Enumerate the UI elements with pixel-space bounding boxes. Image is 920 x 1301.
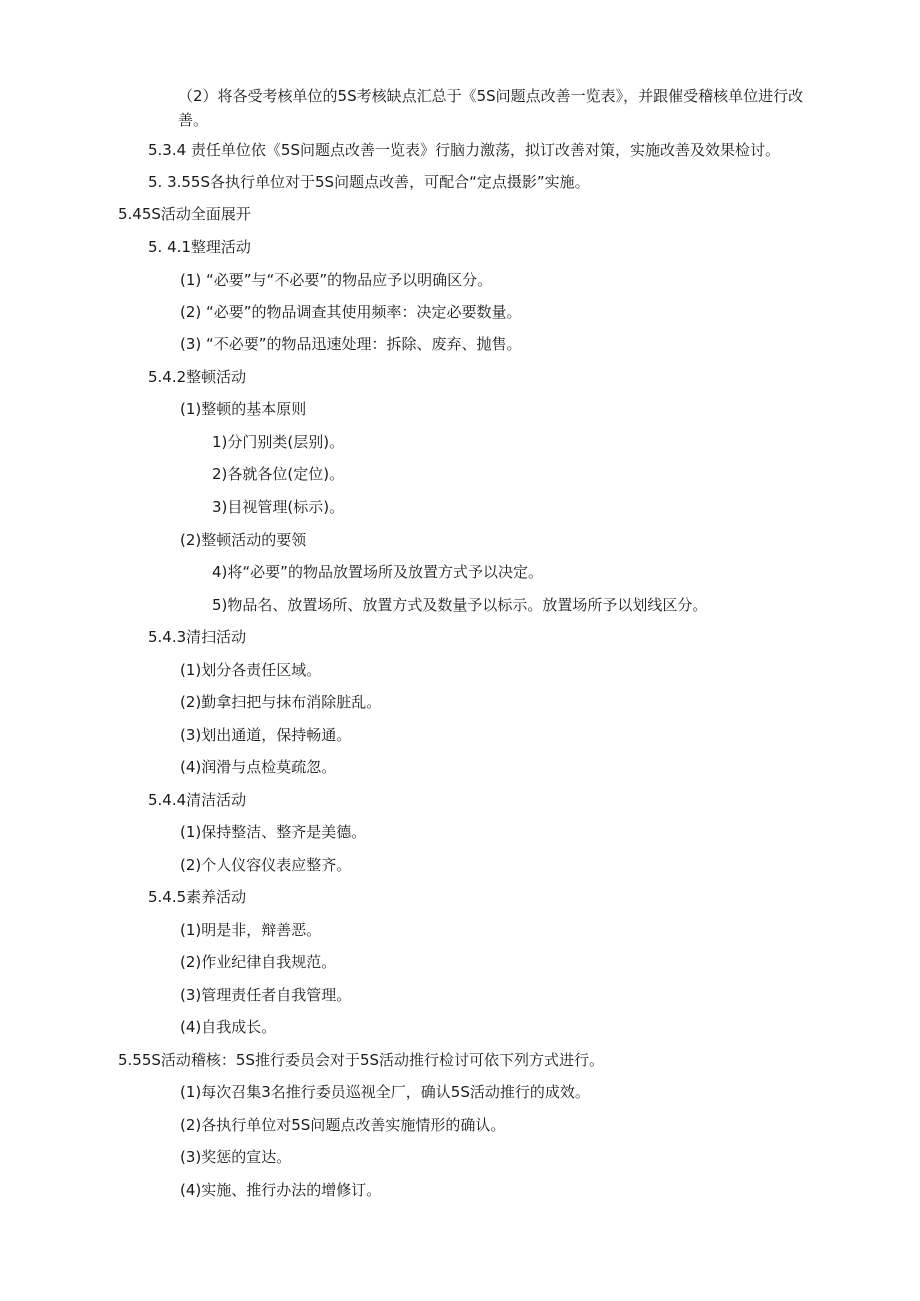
list-item: (4)自我成长。	[180, 1018, 277, 1036]
paragraph-5-3-4: 5.3.4 责任单位依《5S问题点改善一览表》行脑力激荡，拟订改善对策，实施改善及效果检讨。	[148, 141, 781, 159]
heading-5-4-2: 5.4.2整顿活动	[148, 368, 247, 386]
list-item: (3)奖惩的宣达。	[180, 1148, 292, 1166]
list-item: (1)划分各责任区域。	[180, 661, 322, 679]
list-item: (1)每次召集3名推行委员巡视全厂，确认5S活动推行的成效。	[180, 1083, 590, 1101]
list-item: (3) “不必要”的物品迅速处理：拆除、废弃、抛售。	[180, 335, 522, 353]
heading-5-4-3: 5.4.3清扫活动	[148, 628, 247, 646]
heading-5-4-1: 5. 4.1整理活动	[148, 238, 251, 256]
list-item: (2)个人仪容仪表应整齐。	[180, 856, 352, 874]
paragraph-5-3-5: 5. 3.55S各执行单位对于5S问题点改善，可配合“定点摄影”实施。	[148, 173, 590, 191]
subheading: (1)整顿的基本原则	[180, 400, 307, 418]
list-item: (1) “必要”与“不必要”的物品应予以明确区分。	[180, 271, 493, 289]
list-item: (2)各执行单位对5S问题点改善实施情形的确认。	[180, 1116, 506, 1134]
subheading: (2)整顿活动的要领	[180, 531, 307, 549]
list-item: (2) “必要”的物品调查其使用频率：决定必要数量。	[180, 303, 522, 321]
list-item: (2)勤拿扫把与抹布消除脏乱。	[180, 693, 382, 711]
paragraph-5-3-3-item-2: （2）将各受考核单位的5S考核缺点汇总于《5S问题点改善一览表》，并跟催受稽核单位进行改善。	[178, 87, 804, 129]
heading-5-4-4: 5.4.4清洁活动	[148, 791, 247, 809]
list-item: (3)管理责任者自我管理。	[180, 986, 352, 1004]
heading-5-4: 5.45S活动全面展开	[118, 205, 251, 223]
list-item: (1)保持整洁、整齐是美德。	[180, 823, 367, 841]
list-item: (2)作业纪律自我规范。	[180, 953, 337, 971]
heading-5-4-5: 5.4.5素养活动	[148, 888, 247, 906]
list-item: (4)润滑与点检莫疏忽。	[180, 758, 337, 776]
list-item: 3)目视管理(标示)。	[212, 498, 345, 516]
list-item: 2)各就各位(定位)。	[212, 465, 345, 483]
list-item: (4)实施、推行办法的增修订。	[180, 1181, 382, 1199]
list-item: 1)分门别类(层别)。	[212, 433, 345, 451]
list-item: 4)将“必要”的物品放置场所及放置方式予以决定。	[212, 563, 543, 581]
list-item: (3)划出通道，保持畅通。	[180, 726, 352, 744]
list-item: 5)物品名、放置场所、放置方式及数量予以标示。放置场所予以划线区分。	[212, 596, 708, 614]
heading-5-5: 5.55S活动稽核：5S推行委员会对于5S活动推行检讨可依下列方式进行。	[118, 1051, 605, 1069]
list-item: (1)明是非，辩善恶。	[180, 921, 322, 939]
